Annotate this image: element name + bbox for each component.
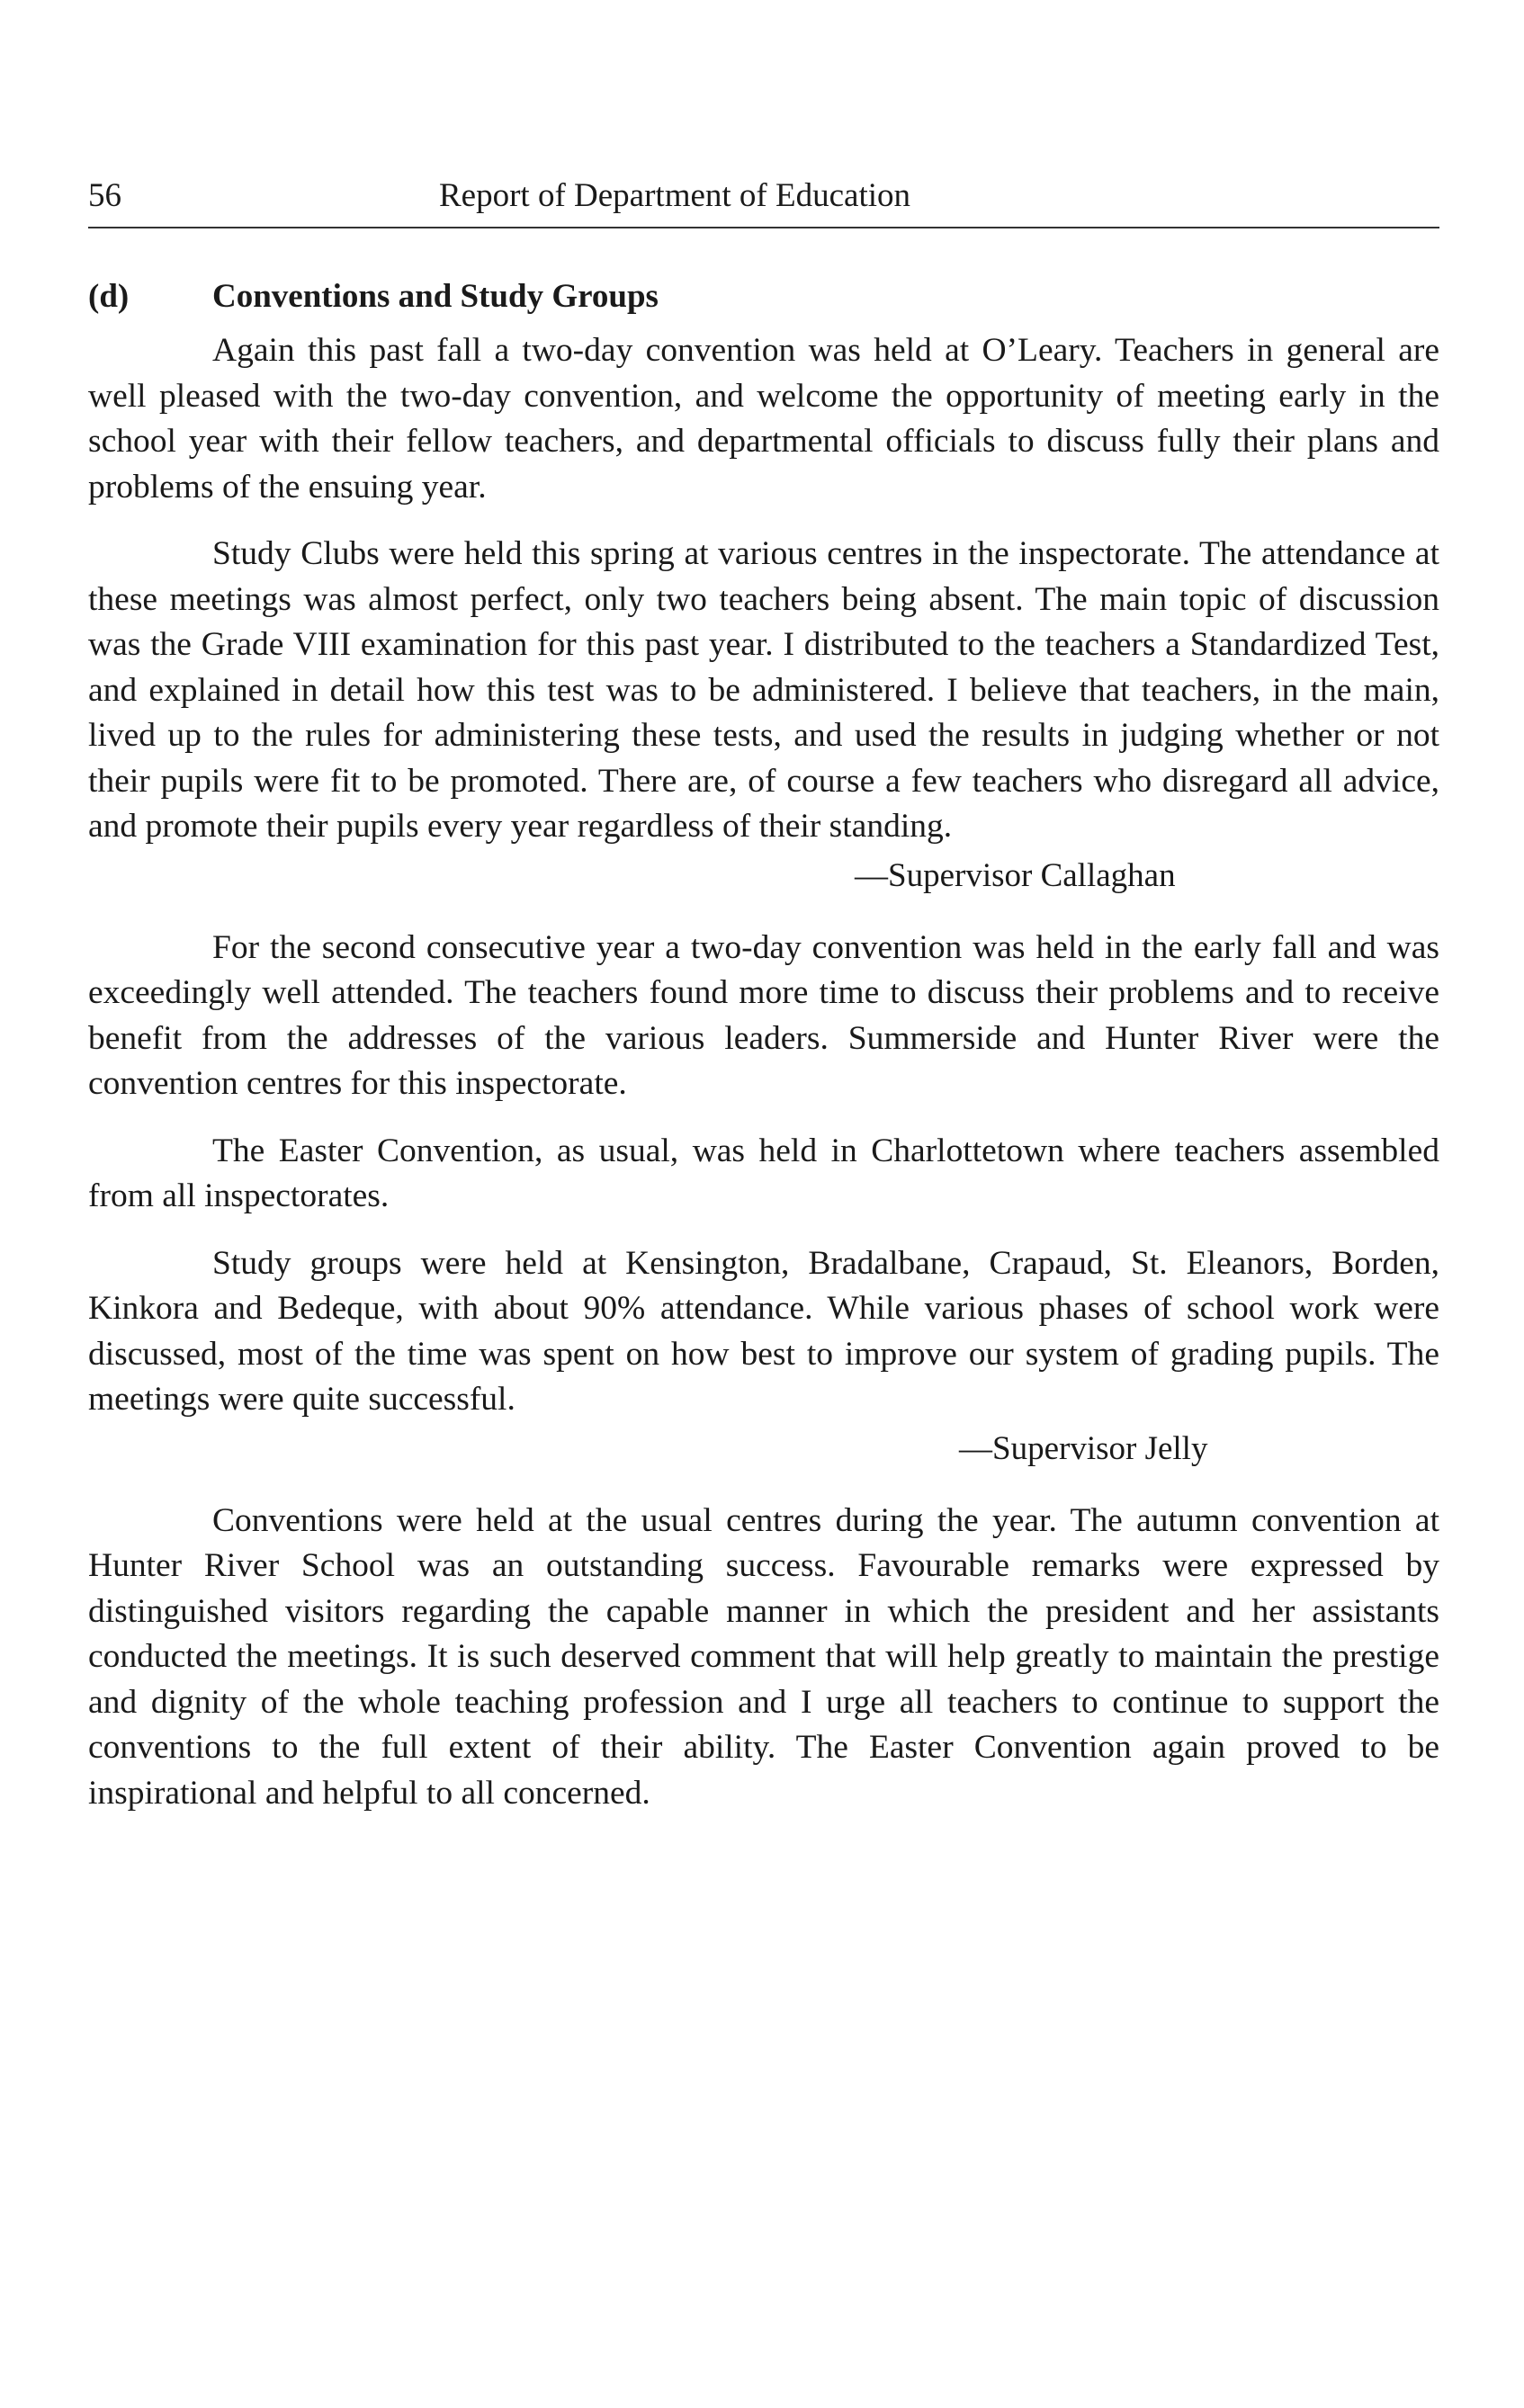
document-page bbox=[88, 176, 1439, 1816]
running-title: Report of Department of Education bbox=[439, 177, 910, 214]
section-letter: (d) bbox=[88, 278, 130, 315]
paragraph-study-groups: Study groups were held at Kensington, Bradalbane, Crapaud, St. Eleanors, Borden, Kinkora and Bedeque, with about 90% attendance. While various phases of school work were discussed, most of the time was spent on how best to improve our system of grading pupils. The meetings were quite successful. bbox=[88, 1244, 1439, 1418]
section-heading bbox=[88, 277, 1439, 316]
page-number: 56 bbox=[88, 177, 121, 214]
paragraph-usual-centres: Conventions were held at the usual centres during the year. The autumn convention at Hunter River School was an outstanding success. Favourable remarks were expressed by distinguished visitors regarding the capable manner in which the president and her assistants conducted the meetings. It is such deserved comment that will help greatly to maintain the prestige and dignity of the whole teaching profession and I urge all teachers to continue to support the conventions to the full extent of their ability. The Easter Convention again proved to be inspirational and helpful to all concerned. bbox=[88, 1501, 1439, 1812]
signature-jelly: —Supervisor Jelly bbox=[959, 1429, 1208, 1467]
paragraph-study-clubs: Study Clubs were held this spring at various centres in the inspectorate. The attendance at these meetings was almost perfect, only two teachers being absent. The main topic of discussion was the Grade VIII examination for this past year. I distributed to the teachers a Standardized Test, and explained in detail how this test was to be administered. I believe that teachers, in the main, lived up to the rules for administering these tests, and used the results in judging whether or not their pupils were fit to be promoted. There are, of course a few teachers who disregard all advice, and promote their pupils every year regardless of their standing. bbox=[88, 535, 1439, 845]
signature-callaghan: —Supervisor Callaghan bbox=[855, 856, 1176, 894]
paragraph-easter-convention: The Easter Convention, as usual, was held in Charlottetown where teachers assembled from all inspectorates. bbox=[88, 1132, 1439, 1214]
paragraph-oleary-convention: Again this past fall a two-day convention was held at O’Leary. Teachers in general are well pleased with the two-day convention, and welcome the opportunity of meeting early in the school year with their fellow teachers, and departmental officials to discuss fully their plans and problems of the ensuing year. bbox=[88, 332, 1439, 506]
section-title: Conventions and Study Groups bbox=[212, 278, 659, 315]
paragraph-second-convention: For the second consecutive year a two-day convention was held in the early fall and was exceedingly well attended. The teachers found more time to discuss their problems and to receive benefit from the addresses of the various leaders. Summerside and Hunter River were the convention centres for this inspectorate. bbox=[88, 928, 1439, 1102]
running-header bbox=[88, 176, 1439, 228]
